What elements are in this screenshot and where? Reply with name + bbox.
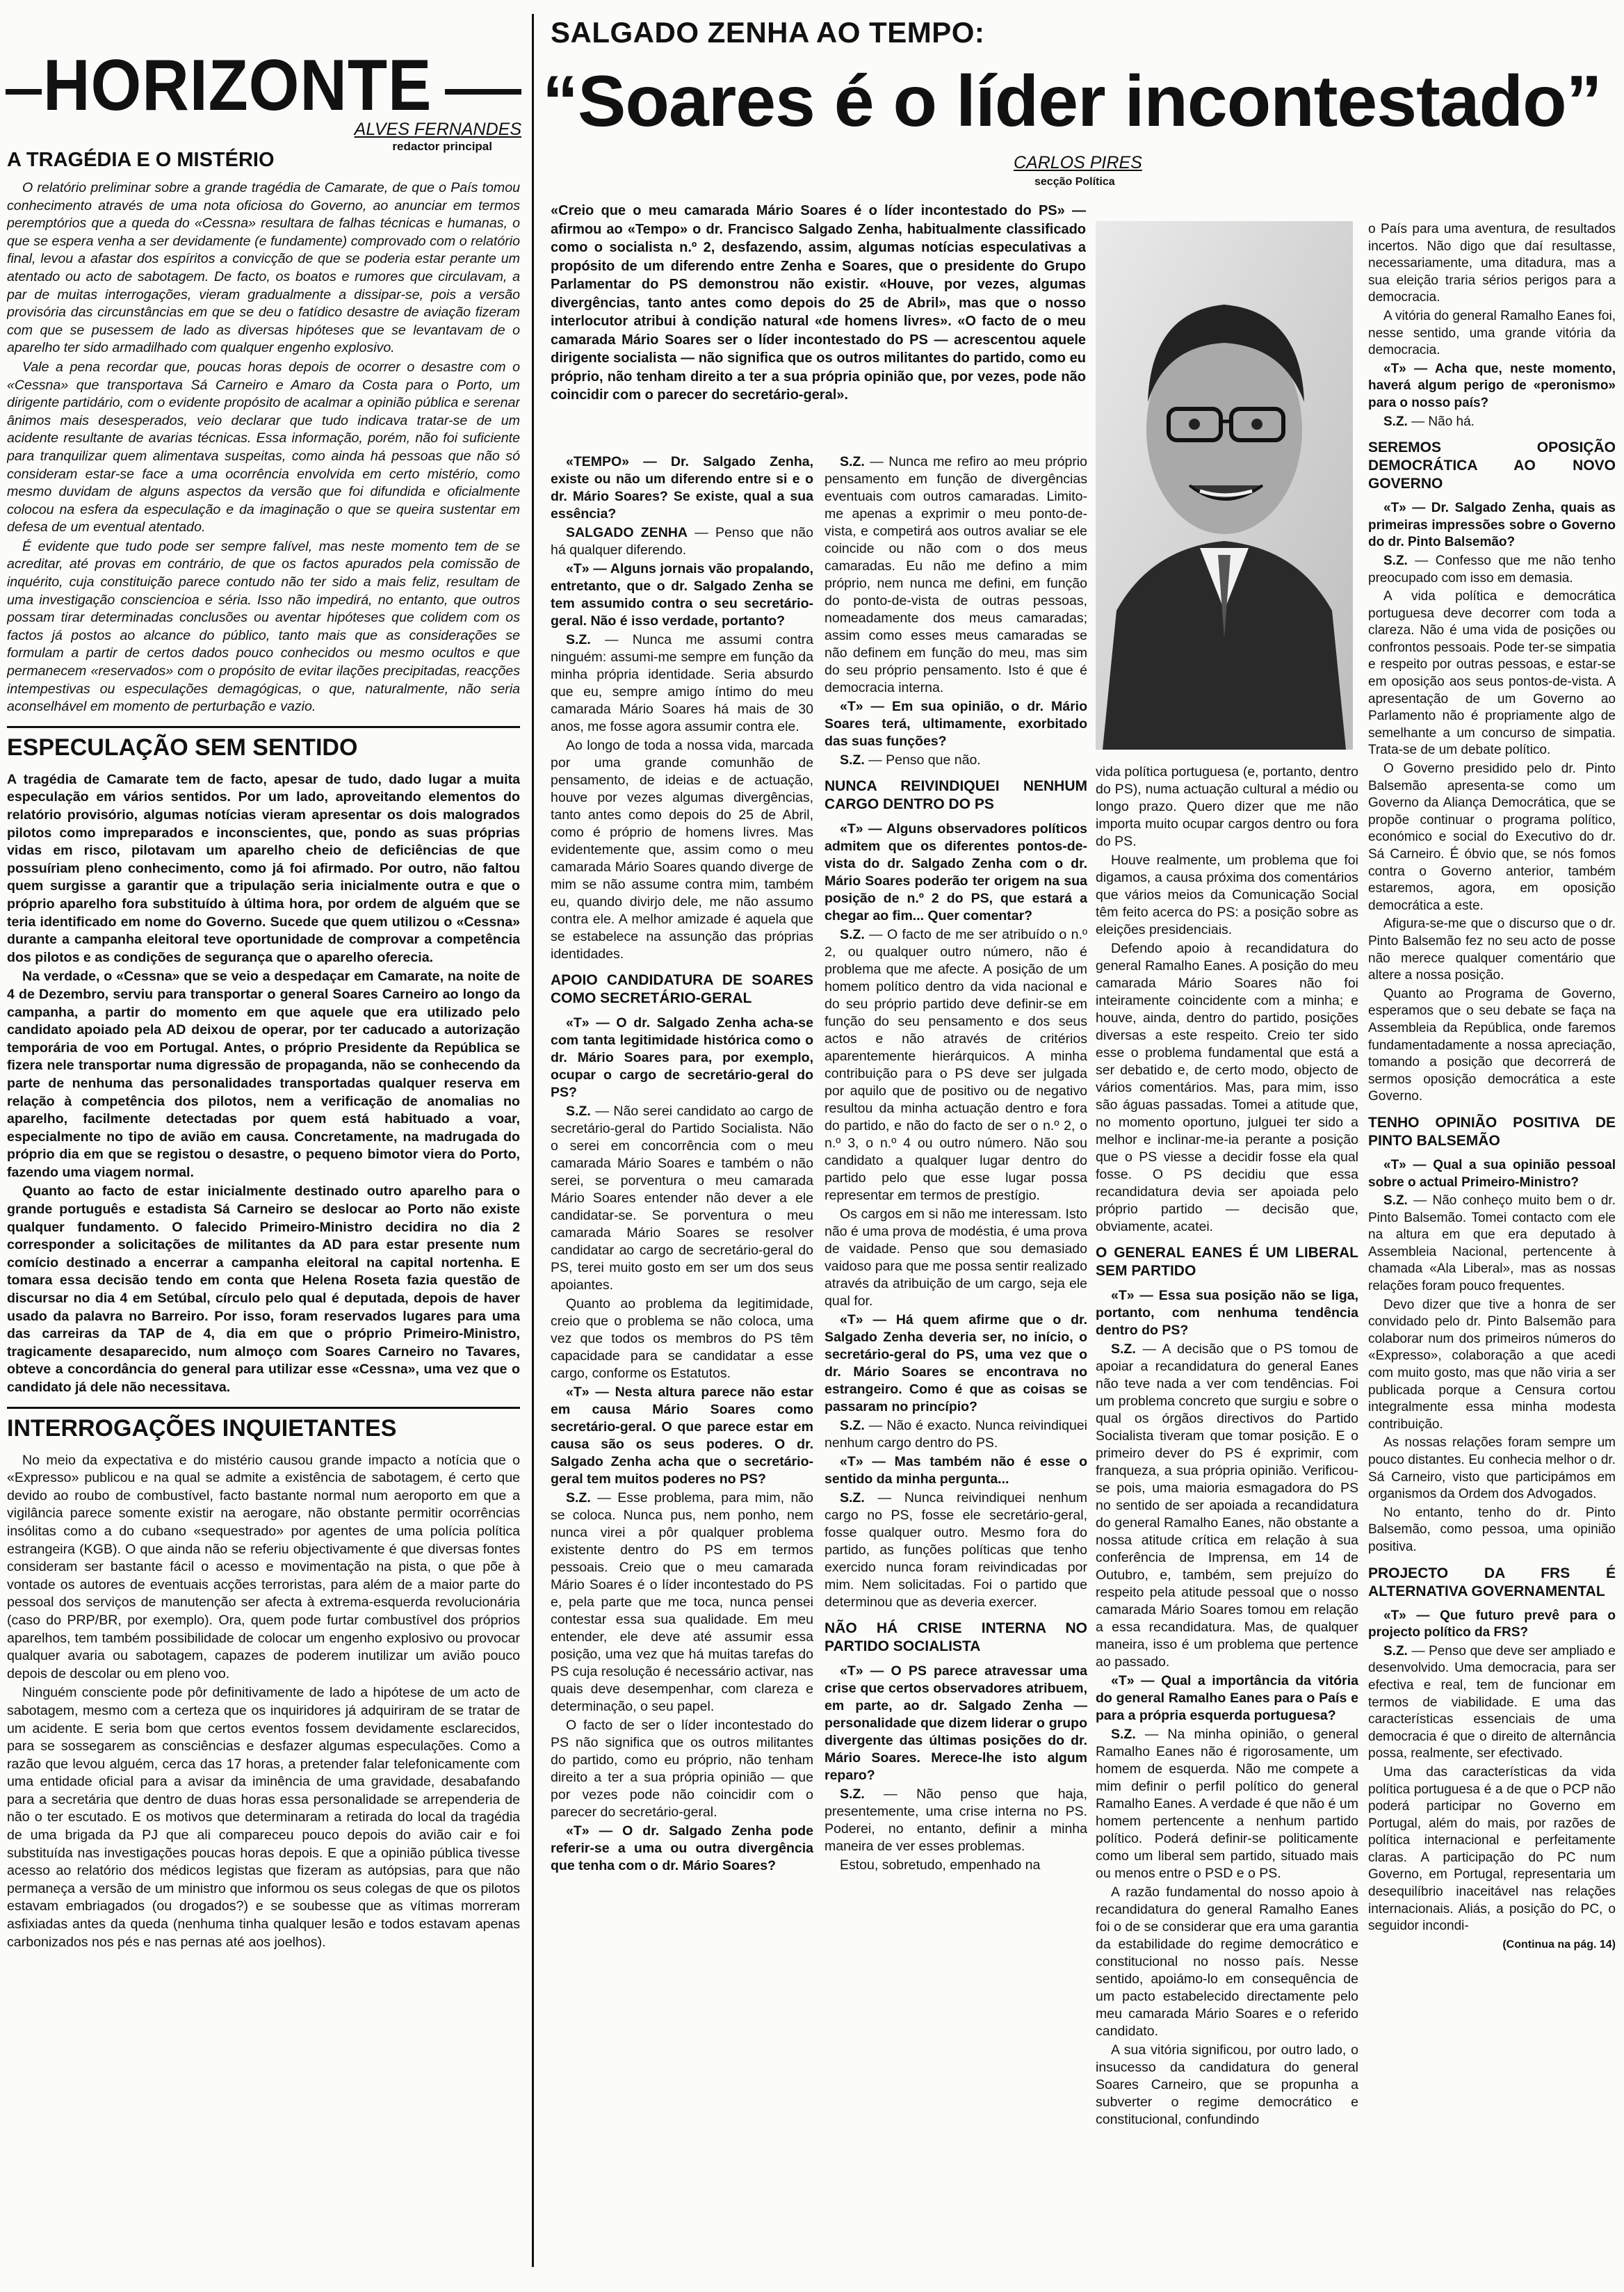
paragraph: A tragédia de Camarate tem de facto, apesar de tudo, dado lugar a muita especulação em vários sentidos. Por um lado, aproveitando elementos do relatório provisório, algumas notícias vieram apresentar os dois malogrados pilotos como impreparados e inconscientes, que, pondo as suas próprias vidas em risco, pilotavam um aparelho cheio de deficiências de que possuíriam pleno conhecimento, como já foi afirmado. Por outro, não faltou quem surgisse a garantir que a tripulação seria inicialmente outra e que o próprio aparelho fora substituído à última hora, por ordem de alguém que se teria identificado em nome do Governo. Sucede que quem utilizou o «Cessna» durante a campanha eleitoral teve oportunidade de comprovar a competência dos pilotos e as condições de segurança que o aparelho oferecia. xyxy=(7,771,520,965)
paragraph: o País para uma aventura, de resultados incertos. Não digo que daí resultasse, necessariamente, uma ditadura, mas a sua eleição traria sérios perigos para a democracia. xyxy=(1368,222,1616,305)
speaker-label: S.Z. xyxy=(566,632,591,647)
article-kicker: SALGADO ZENHA AO TEMPO: xyxy=(551,16,985,49)
interview-question: «TEMPO» — Dr. Salgado Zenha, existe ou não um diferendo entre si e o dr. Mário Soares? Se existe, qual a sua essência? xyxy=(551,454,813,522)
paragraph: O Governo presidido pelo dr. Pinto Balsemão apresenta-se como um Governo da Aliança Democrática, que se propõe continuar o programa político, económico e social do Executivo do dr. Sá Carneiro. É óbvio que, se nós fomos contra o Governo anterior, também estaremos, agora, em oposição democrática a este. xyxy=(1368,761,1616,913)
answer-text: — Não serei candidato ao cargo de secretário-geral do Partido Socialista. Não o serei em concorrência com o meu camarada Mário Soares e também o não serei, se porventura o meu camarada Mário Soares entender não dever a ele candidatar-se. Se porventura o meu camarada Mário Soares se resolver candidatar ao cargo de secretário-geral do PS, terei muito gosto em ser um dos seus apoiantes. xyxy=(551,1104,813,1293)
subheading: SEREMOS OPOSIÇÃO DEMOCRÁTICA AO NOVO GOVERNO xyxy=(1368,439,1616,492)
interview-answer xyxy=(1096,1726,1358,1882)
paragraph: Quanto ao Programa de Governo, esperamos que o seu debate se faça na Assembleia da República, onde faremos fundamentadamente a nossa apreciação, tomando a posição que decorrerá de sermos oposição democrática a este Governo. xyxy=(1368,986,1616,1104)
interview-question: «T» — Que futuro prevê para o projecto político da FRS? xyxy=(1368,1608,1616,1640)
article-column-2 xyxy=(825,453,1087,2261)
article-column-1 xyxy=(551,453,813,2261)
speaker-label: S.Z. xyxy=(1111,1727,1136,1742)
answer-text: — Nunca me assumi contra ninguém: assumi-me sempre em função da minha própria identidade. Seria absurdo que eu, sempre amigo íntimo do meu camarada Mário Soares há mais de 30 anos, me fosse agora assumir contra ele. xyxy=(551,632,813,734)
interview-answer xyxy=(825,453,1087,697)
interview-question: «T» — Acha que, neste momento, haverá algum perigo de «peronismo» para o nosso país? xyxy=(1368,361,1616,410)
answer-text: — Na minha opinião, o general Ramalho Eanes não é rigorosamente, um homem de esquerda. Não me compete a mim definir o perfil político do general Ramalho Eanes. A verdade é que não é um homem pertencente a nenhum partido político. Poderá definir-se politicamente como um liberal sem partido, situado mais ou menos entre o PSD e o PS. xyxy=(1096,1727,1358,1881)
paragraph: Os cargos em si não me interessam. Isto não é uma prova de modéstia, é uma prova de vaidade. Penso que sou demasiado vaidoso para que me possa sentir realizado através da atribuição de um cargo, seja ele qual for. xyxy=(825,1206,1087,1309)
column-title: HORIZONTE xyxy=(43,45,432,126)
interview-question: «T» — Mas também não é esse o sentido da minha pergunta... xyxy=(825,1454,1087,1487)
speaker-label: SALGADO ZENHA xyxy=(566,525,688,540)
article-byline-role: secção Política xyxy=(1034,176,1115,188)
answer-text: — Confesso que me não tenho preocupado com isso em demasia. xyxy=(1368,553,1616,586)
interview-question: «T» — Dr. Salgado Zenha, quais as primeiras impressões sobre o Governo do dr. Pinto Balsemão? xyxy=(1368,501,1616,550)
article-headline: “Soares é o líder incontestado” xyxy=(542,61,1602,142)
article-byline: CARLOS PIRES xyxy=(1014,153,1142,172)
subheading: TENHO OPINIÃO POSITIVA DE PINTO BALSEMÃO xyxy=(1368,1114,1616,1149)
editorial-section-2 xyxy=(7,734,520,1397)
column-author: ALVES FERNANDES xyxy=(354,120,521,139)
speaker-label: S.Z. xyxy=(566,1490,591,1506)
article-column-4 xyxy=(1368,221,1616,2266)
interview-answer xyxy=(1096,1341,1358,1671)
paragraph: Uma das características da vida política portuguesa é a de que o PCP não poderá participar no Governo em Portugal, além do mais, por razões de política internacional e perfeitamente claras. A participação do PC num Governo, em Portugal, representaria um desequilíbrio inaceitável nas relações internacionais. Aliás, a posição do PC, o seguidor incondi- xyxy=(1368,1764,1616,1934)
speaker-label: S.Z. xyxy=(840,454,865,469)
speaker-label: S.Z. xyxy=(840,1418,865,1433)
interview-question: «T» — O PS parece atravessar uma crise que certos observadores atribuem, em parte, ao dr. Salgado Zenha — personalidade que dizem liderar o grupo divergente das últimas posições do dr. Mário Soares. Merece-lhe isto algum reparo? xyxy=(825,1663,1087,1783)
interview-question: «T» — Qual a importância da vitória do general Ramalho Eanes para o País e para a própria esquerda portuguesa? xyxy=(1096,1673,1358,1723)
subheading: NUNCA REIVINDIQUEI NENHUM CARGO DENTRO DO PS xyxy=(825,778,1087,812)
paragraph: Vale a pena recordar que, poucas horas depois de ocorrer o desastre com o «Cessna» que transportava Sá Carneiro e Amaro da Costa para o Porto, um dirigente partidário, com o evidente propósito de acalmar a opinião pública e serenar ânimos mais desesperados, veio declarar que tudo indicava tratar-se de um acidente resultante de avarias técnicas. Essa informação, porém, não foi suficiente para tranquilizar quem alimentava suspeitas, como ainda há pessoas que não só consideram estar-se face a uma ocorrência envolvida em certo mistério, como mesmo duvidam de alguns aspectos da versão que foi difundida e oficialmente colocou na esfera da especulação e da imaginação o que se queira sustentar em defesa de um eventual atentado. xyxy=(7,359,520,535)
editorial-section-1 xyxy=(7,146,520,716)
interview-answer xyxy=(551,524,813,559)
interview-answer xyxy=(1368,1643,1616,1763)
speaker-label: S.Z. xyxy=(1111,1341,1136,1357)
interview-question: «T» — Alguns jornais vão propalando, entretanto, que o dr. Salgado Zenha se tem assumido contra o seu secretário-geral. Não é isso verdade, portanto? xyxy=(551,561,813,629)
paragraph: Devo dizer que tive a honra de ser convidado pelo dr. Pinto Balsemão para colaborar num dos primeiros números do «Expresso», colaboração a que acedi com muito gosto, mas que não viria a ser publicada porque a Censura cortou integralmente essa minha modesta contribuição. xyxy=(1368,1297,1616,1432)
paragraph: A vitória do general Ramalho Eanes foi, nesse sentido, uma grande vitória da democracia. xyxy=(1368,308,1616,358)
paragraph: Afigura-se-me que o discurso que o dr. Pinto Balsemão fez no seu acto de posse não merece qualquer comentário que altere a nossa posição. xyxy=(1368,917,1616,983)
editorial-body xyxy=(7,146,520,2274)
section-divider xyxy=(7,726,520,728)
portrait-photo xyxy=(1096,221,1353,750)
interview-answer xyxy=(551,631,813,736)
paragraph: No entanto, tenho do dr. Pinto Balsemão, como pessoa, uma opinião positiva. xyxy=(1368,1505,1616,1554)
speaker-label: S.Z. xyxy=(1383,1643,1408,1659)
paragraph: Ninguém consciente pode pôr definitivamente de lado a hipótese de um acto de sabotagem, mesmo com a certeza que os inquiridores já adquiriram de se tratar de um acidente. E seria bom que certos eventos fossem devidamente esclarecidos, para se sossegarem as consciências e desfazer algumas especulações. Como a razão que levou alguém, cerca das 17 horas, a pretender falar telefonicamente com uma entidade oficial para a avisar da iminência de uma gravidade, desabafando para a secretária que dentro de duas horas essa personalidade se arrependeria de não o ter escutado. E os motivos que determinaram a retirada do local da tragédia de uma brigada da PJ que ali compareceu pouco depois do avião cair e foi substituída nas investigações poucas horas depois. E que a opinião pública tivesse acesso ao relatório dos médicos legistas que fizeram as autópsias, para que não permaneça a versão de um ministro que informou os seus colegas de que os pilotos estavam embriagados (ou drogados?) e se soubesse que as vítimas morreram asfixiadas antes da queda (nenhuma tinha qualquer lesão e todos estavam apenas carbonizados nos pés e nas pernas até aos joelhos). xyxy=(7,1685,520,1950)
interview-question: «T» — O dr. Salgado Zenha pode referir-se a uma ou outra divergência que tenha com o dr. Mário Soares? xyxy=(551,1823,813,1873)
speaker-label: S.Z. xyxy=(840,1490,865,1506)
paragraph: Quanto ao facto de estar inicialmente destinado outro aparelho para o grande português e estadista Sá Carneiro se deslocar ao Porto não existe qualquer fundamento. O falecido Primeiro-Ministro decidira no dia 2 corresponder a solicitações de militantes da AD para estar presente num comício destinado a encerrar a campanha eleitoral na capital nortenha. E tomara essa decisão tendo em conta que Helena Roseta fazia questão de discursar no dia 4 em Setúbal, círculo pelo qual é deputada, depois de haver usado da palavra no Barreiro. Por isso, foram reservados lugares para uma das carreiras da TAP de 4, dia em que o próprio Primeiro-Ministro, tragicamente desaparecido, num almoço com Soares Carneiro no Tavares, obteve a concordância do general para utilizar esse «Cessna», uma vez que o candidato já dele não necessitava. xyxy=(7,1184,520,1395)
paragraph: vida política portuguesa (e, portanto, dentro do PS), numa actuação cultural a médio ou longo prazo. Quero dizer que me não importa muito ocupar cargos dentro ou fora do PS. xyxy=(1096,764,1358,849)
speaker-label: S.Z. xyxy=(1383,1193,1408,1209)
interview-answer xyxy=(1368,1193,1616,1296)
section-heading: INTERROGAÇÕES INQUIETANTES xyxy=(7,1414,397,1442)
interview-question: «T» — Alguns observadores políticos admitem que os diferentes pontos-de-vista do dr. Salgado Zenha com o dr. Mário Soares poderão ter origem na sua posição de n.º 2 do PS, que estará a chegar ao fim... Quer comentar? xyxy=(825,821,1087,923)
paragraph: Estou, sobretudo, empenhado na xyxy=(840,1857,1041,1873)
article-column-3 xyxy=(1096,764,1358,2266)
answer-text: — Não conheço muito bem o dr. Pinto Balsemão. Tomei contacto com ele na altura em que era deputado à Assembleia Nacional, pertencente à chamada «Ala Liberal», mas as nossas relações foram pouco frequentes. xyxy=(1368,1193,1616,1294)
paragraph: O relatório preliminar sobre a grande tragédia de Camarate, de que o País tomou conhecimento através de uma nota oficiosa do Governo, ao anunciar em termos peremptórios que a queda do «Cessna» resultara de falhas técnicas e humanas, o que se espera venha a ser devidamente (e fundamente) comprovado com o relatório final, levou a afastar dos espíritos a convicção de que se poderia estar perante um atentado ou acto de sabotagem. De facto, os boatos e rumores que circulavam, a par de muitas interrogações, vieram gradualmente a dissipar-se, pois a versão provisória das circunstâncias em que se deu o fatídico desastre de aviação fizeram com que se pusessem de lado as diversas hipóteses que se levantavam de o aparelho ter sido armadilhado com qualquer engenho explosivo. xyxy=(7,180,520,356)
interview-answer xyxy=(825,1786,1087,1855)
interview-answer xyxy=(1368,553,1616,587)
subheading: O GENERAL EANES É UM LIBERAL SEM PARTIDO xyxy=(1096,1245,1358,1279)
paragraph: No meio da expectativa e do mistério causou grande impacto a notícia que o «Expresso» publicou e na qual se admite a existência de sabotagem, é certo que devido ao roubo de combustível, facto bastante normal num aeroporto em que a vigilância parece somente existir na aerogare, não obstante permitir ocorrências insólitas como a do cubano «sequestrado» por agentes de uma polícia política estrangeira (KGB). O que ainda não se referiu objectivamente é que diversas fontes consideram ser bastante fácil o acesso e movimentação na pista, o que põe à vontade os autores de eventuais acções terroristas, para além de a maior parte do pessoal dos serviços de manutenção ser afecta à extrema-esquerda revolucionária (caso do PRP/BR, por exemplo). Ora, quem pode furtar combustível dos próprios aparelhos, tem também possibilidade de colocar um engenho explosivo ou provocar qualquer avaria ou sabotagem, capazes de poderem inutilizar um avião pouco depois de descolar ou em pleno voo. xyxy=(7,1452,520,1681)
speaker-label: S.Z. xyxy=(840,927,865,942)
subheading: PROJECTO DA FRS É ALTERNATIVA GOVERNAMENTAL xyxy=(1368,1565,1616,1599)
speaker-label: S.Z. xyxy=(1383,553,1408,568)
interview-answer xyxy=(825,926,1087,1204)
column-title-rule-right xyxy=(445,89,521,95)
answer-text: — Penso que não há qualquer diferendo. xyxy=(551,525,813,558)
interview-answer xyxy=(1368,414,1616,431)
interview-answer xyxy=(551,1103,813,1294)
article-lead xyxy=(551,202,1086,466)
interview-question: «T» — Essa sua posição não se liga, portanto, com nenhuma tendência dentro do PS? xyxy=(1096,1288,1358,1338)
subheading: NÃO HÁ CRISE INTERNA NO PARTIDO SOCIALISTA xyxy=(825,1620,1087,1654)
column-separator xyxy=(532,14,534,2267)
interview-answer xyxy=(825,1490,1087,1611)
answer-text: — Penso que deve ser ampliado e desenvolvido. Uma democracia, para ser efectiva e real, tem de funcionar em termos de viabilidade. E uma das características essenciais de uma democracia é que o direito de alternância possa, realmente, ser efectivado. xyxy=(1368,1643,1616,1761)
answer-text: — Não penso que haja, presentemente, uma crise interna no PS. Poderei, no entanto, definir a minha maneira de ver esses problemas. xyxy=(825,1786,1087,1854)
paragraph: Houve realmente, um problema que foi digamos, a causa próxima dos comentários que vários meios da Comunicação Social têm feito acerca do PS: a posição sobre as eleições presidenciais. xyxy=(1096,853,1358,937)
paragraph: A sua vitória significou, por outro lado, o insucesso da candidatura do general Soares Carneiro, que se propunha a subverter o regime democrático e constitucional, confundindo xyxy=(1096,2042,1358,2127)
paragraph: A vida política e democrática portuguesa deve decorrer com toda a clareza. Não é uma vida de posições ou confrontos pessoais. Pode ter-se simpatia e respeito por outras pessoas, e estar-se em oposição aos seus pontos-de-vista. A apresentação de um Governo ao Parlamento não é propriamente algo de semelhante a um concurso de simpatia. Trata-se de um debate político. xyxy=(1368,589,1616,758)
speaker-label: S.Z. xyxy=(566,1104,591,1119)
section-heading: A TRAGÉDIA E O MISTÉRIO xyxy=(7,149,275,171)
answer-text: — Nunca me refiro ao meu próprio pensamento em função de divergências eventuais com outros camaradas. Limito-me apenas a exprimir o meu ponto-de-vista, e competirá aos outros avaliar se ele coincide ou não com o dos meus camaradas. Eu não me defino a mim próprio, nem nunca me defini, em função do ponto-de-vista de outras pessoas, nomeadamente dos meus camaradas; assim como esses meus camaradas se não definem em função do meu, mas sim do seu próprio pensamento. Isto é que é democracia interna. xyxy=(825,454,1087,695)
paragraph: Na verdade, o «Cessna» que se veio a despedaçar em Camarate, na noite de 4 de Dezembro, serviu para transportar o general Soares Carneiro ao longo da campanha, a partir do momento em que aquele que era utilizado pelo candidato apoiado pela AD deixou de operar, por ter caducado a autorização temporária de voo em Portugal. Antes, o próprio Presidente da República se fizera nele transportar numa digressão de propaganda, não se conhecendo da parte de nenhuma das personalidades transportadas qualquer reserva em relação à competência dos pilotos, nem a verificação de anomalias no aparelho, facilmente detectadas por quem está habituado a voar, especialmente no tipo de avião em causa. Concretamente, na madrugada do próprio dia em que se registou o desastre, o pequeno bimotor viera do Porto, fazendo uma viagem normal. xyxy=(7,969,520,1180)
interview-answer xyxy=(551,1490,813,1716)
paragraph: O facto de ser o líder incontestado do PS não significa que os outros militantes do partido, como eu próprio, não tenham direito a ter a sua própria opinião — que por vezes pode não coincidir com o parecer do secretário-geral. xyxy=(551,1718,813,1820)
interview-question: «T» — Em sua opinião, o dr. Mário Soares terá, ultimamente, exorbitado das suas funções? xyxy=(825,699,1087,749)
answer-text: — O facto de me ser atribuído o n.º 2, ou qualquer outro número, não é problema que me afecte. A posição de um homem político dentro da vida nacional e do seu próprio partido deve definir-se em função do seu pensamento e dos seus actos e não através de critérios aparentemente hierárquicos. A minha contribuição para o PS deve ser julgada por aquilo que de positivo ou de negativo resultou da minha actuação dentro e fora do partido, e não do facto de ser o n.º 2, o n.º 3, o n.º 4 ou outro número. Não sou candidato a qualquer lugar dentro do partido pelo que esse lugar possa representar em termos de prestígio. xyxy=(825,927,1087,1203)
interview-question: «T» — O dr. Salgado Zenha acha-se com tanta legitimidade histórica como o dr. Mário Soares para, por exemplo, ocupar o cargo de secretário-geral do PS? xyxy=(551,1015,813,1100)
section-divider xyxy=(7,1407,520,1409)
paragraph: Defendo apoio à recandidatura do general Ramalho Eanes. A posição do meu camarada Mário Soares não foi inteiramente coincidente com a minha; e houve, ainda, dentro do partido, posições diversas a este respeito. Creio ter sido esse o problema fundamental que está a ser debatido e, de certo modo, objecto de vários comentários. Mas, para mim, isso são águas passadas. Tomei a atitude que, no momento oportuno, julguei ter sido a melhor e inclinar-me-ia perante a posição que o PS viesse a decidir fosse ela qual fosse. O PS decidiu que essa recandidatura devia ser apoiada pelo próprio partido — decisão que, obviamente, acatei. xyxy=(1096,941,1358,1234)
paragraph: Quanto ao problema da legitimidade, creio que o problema se não coloca, uma vez que todos os membros do PS têm capacidade para se candidatar a esse cargo, conforme os Estatutos. xyxy=(551,1296,813,1381)
paragraph: É evidente que tudo pode ser sempre falível, mas neste momento tem de se acreditar, até provas em contrário, de que os factos apurados pela comissão de inquérito, cuja constituição parece contudo não ter sido a mais feliz, resultam de uma investigação consciencioa e séria. Isso não impedirá, no entanto, que outros possam tirar determinadas conclusões ou aventar hipóteses que colidem com os factos já postos ao alcance do público, tanto mais que as considerações se formulam a partir de certos dados pouco conhecidos ou mesmo ocultos e que permanecem «reservados» com o propósito de evitar ilações precipitadas, reacções intempestivas ou especulações demagógicas, o que, naturalmente, não seria aconselhável em momento de perturbação e vazio. xyxy=(7,538,520,715)
paragraph: As nossas relações foram sempre um pouco distantes. Eu conhecia melhor o dr. Sá Carneiro, visto que participámos em organismos da Ordem dos Advogados. xyxy=(1368,1435,1616,1502)
interview-question: «T» — Nesta altura parece não estar em causa Mário Soares como secretário-geral. O que parece estar em causa são os seus poderes. O dr. Salgado Zenha acha que o secretário-geral tem muitos poderes no PS? xyxy=(551,1385,813,1487)
section-heading: ESPECULAÇÃO SEM SENTIDO xyxy=(7,734,358,761)
portrait-photo-drawing xyxy=(1096,221,1353,750)
column-author-role: redactor principal xyxy=(392,140,492,153)
interview-question: «T» — Qual a sua opinião pessoal sobre o actual Primeiro-Ministro? xyxy=(1368,1157,1616,1190)
continuation-note: (Continua na pág. 14) xyxy=(1502,1938,1616,1951)
lead-paragraph: «Creio que o meu camarada Mário Soares é o líder incontestado do PS» — afirmou ao «Tempo» o dr. Francisco Salgado Zenha, habitualmente classificado como o socialista n.º 2, desfazendo, assim, algumas notícias especulativas a propósito de um diferendo entre Zenha e Soares, que o presidente do Grupo Parlamentar do PS demonstrou não existir. «Houve, por vezes, algumas divergências, tanto antes como depois do 25 de Abril», mas que o nosso interlocutor atribui à condição natural «de homens livres». «O facto de o meu camarada Mário Soares ser o líder incontestado do PS — acrescentou aquele dirigente socialista — não significa que os outros militantes do partido, como eu próprio, não tenham direito a ter a sua própria opinião que, por vezes, pode não coincidir com o parecer do secretário-geral». xyxy=(551,203,1086,403)
interview-answer xyxy=(825,1417,1087,1452)
speaker-label: S.Z. xyxy=(840,1786,865,1802)
paragraph: A razão fundamental do nosso apoio à recandidatura do general Ramalho Eanes foi o de se considerar que era uma garantia da estabilidade do regime democrático e constitucional no nosso país. Nesse sentido, apoiámo-lo em consequência de um pacto estabelecido directamente pelo meu camarada Mário Soares e o referido candidato. xyxy=(1096,1885,1358,2039)
answer-text: — Nunca reivindiquei nenhum cargo no PS, fosse ele secretário-geral, fosse qualquer outro. Mesmo fora do partido, as funções políticas que tenho exercido nunca foram reivindicadas por mim. Nem solicitadas. Foi o partido que determinou que as deveria exercer. xyxy=(825,1490,1087,1610)
interview-question: «T» — Há quem afirme que o dr. Salgado Zenha deveria ser, no início, o secretário-geral do PS, uma vez que o dr. Mário Soares se encontrava no estrangeiro. Como é que as coisas se passaram no princípio? xyxy=(825,1312,1087,1414)
answer-text: — A decisão que o PS tomou de apoiar a recandidatura do general Eanes não teve nada a ver com tendências. Foi um problema concreto que surgiu e sobre o qual os órgãos directivos do Partido Socialista tiveram que tomar posição. E o primeiro dever do PS é exprimir, com franqueza, a sua própria opinião. Verificou-se pois, uma maioria esmagadora do PS no sentido de ser apoiada a recandidatura do general Ramalho Eanes, não obstante a nossa atitude crítica em relação à sua conferência de Imprensa, em 14 de Outubro, e, também, sem prejuízo do respeito pela atitude pessoal que o nosso camarada Mário Soares tomou em relação a essa recandidatura. Mas, de qualquer maneira, isso é um problema que pertence ao passado. xyxy=(1096,1341,1358,1670)
paragraph: Ao longo de toda a nossa vida, marcada por uma grande comunhão de pensamento, de ideias e de actuação, houve por vezes algumas divergências, tanto antes como depois do 25 de Abril, como é próprio de homens livres. Mas evidentemente que, assim como o meu camarada Mário Soares quando diverge de mim se não assume contra mim, também eu, quando divirjo dele, me não assumo contra ele. A melhor amizade é aquela que se estabelece na assunção das próprias identidades. xyxy=(551,738,813,962)
subheading: APOIO CANDIDATURA DE SOARES COMO SECRETÁRIO-GERAL xyxy=(551,972,813,1006)
answer-text: — Esse problema, para mim, não se coloca. Nunca pus, nem ponho, nem nunca virei a pôr qualquer problema existente dentro do PS em termos pessoais. Creio que o meu camarada Mário Soares é o líder incontestado do PS e, pela parte que me toca, nunca pensei contestar essa sua qualidade. Em meu entender, ele deve até assumir essa posição, uma vez que há muitas tarefas do PS cuja resolução é necessário activar, nas quais deve desempenhar, com clareza e determinação, o seu papel. xyxy=(551,1490,813,1714)
speaker-label: S.Z. xyxy=(840,752,865,768)
answer-text: — Não há. xyxy=(1407,414,1475,429)
answer-text: — Penso que não. xyxy=(864,752,981,768)
answer-text: — Não é exacto. Nunca reivindiquei nenhum cargo dentro do PS. xyxy=(825,1418,1087,1451)
column-title-rule-left xyxy=(6,89,42,95)
interview-answer xyxy=(825,752,1087,769)
editorial-section-3 xyxy=(7,1414,520,1952)
speaker-label: S.Z. xyxy=(1383,414,1408,429)
